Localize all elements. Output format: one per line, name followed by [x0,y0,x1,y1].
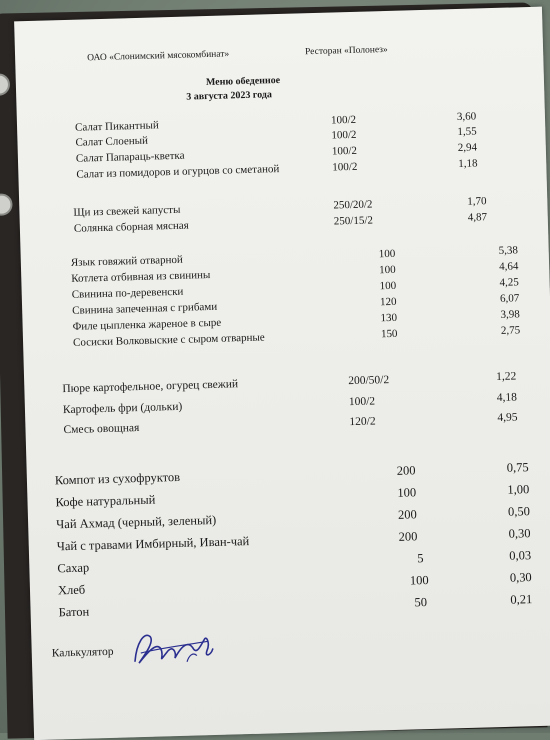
menu-item-name: Свинина запеченная с грибами [72,300,218,317]
menu-item-weight: 200 [398,529,418,544]
menu-item-name: Хлеб [57,582,86,598]
folder-ring [0,193,13,215]
menu-item-weight: 250/15/2 [333,214,374,228]
menu-item-price: 1,00 [507,482,530,497]
menu-item-name: Свинина по-деревенски [71,285,184,301]
menu-item-weight: 100 [378,247,396,261]
menu-item-weight: 100 [409,573,429,588]
menu-item-weight: 100 [379,279,397,293]
calculator-label: Калькулятор [51,645,114,660]
menu-item-weight: 100/2 [331,144,358,158]
menu-item-price: 1,22 [496,370,517,384]
menu-item-name: Картофель фри (дольки) [62,400,183,417]
menu-item-price: 0,21 [510,592,533,607]
menu-item-weight: 5 [417,551,424,566]
menu-sheet [14,7,550,740]
menu-item-weight: 100 [397,485,417,500]
menu-item-name: Сахар [57,560,90,576]
menu-item-price: 4,87 [467,211,488,224]
menu-item-price: 4,64 [498,260,519,273]
menu-item-weight: 200 [397,507,417,522]
menu-item-name: Салат Слоеный [75,134,149,149]
menu-item-weight: 200/50/2 [348,374,390,388]
company-name: ОАО «Слонимский мясокомбинат» [87,49,230,64]
menu-item-name: Кофе натуральный [55,492,156,510]
menu-item-name: Компот из сухофруктов [54,469,181,488]
menu-item-price: 4,18 [496,391,518,405]
menu-item-price: 1,18 [458,157,478,171]
menu-item-weight: 100/2 [348,395,376,409]
menu-item-price: 1,55 [457,125,477,139]
menu-item-price: 1,70 [467,195,487,208]
menu-item-weight: 100/2 [332,160,358,174]
menu-item-name: Язык говяжий отварной [70,253,184,269]
menu-item-price: 0,30 [509,570,532,585]
menu-item-weight: 150 [380,327,398,341]
menu-item-name: Филе цыпленка жареное в сыре [72,316,222,333]
menu-item-weight: 100/2 [330,113,357,127]
menu-item-price: 4,25 [499,276,520,289]
menu-item-price: 0,75 [506,460,529,475]
folder-ring [0,73,10,95]
menu-item-price: 3,98 [500,308,520,321]
menu-item-weight: 120/2 [349,415,376,429]
menu-item-name: Чай Ахмад (черный, зеленый) [55,512,217,532]
menu-item-name: Сосиски Волковыские с сыром отварные [72,331,265,349]
menu-item-price: 2,75 [500,324,521,337]
menu-item-weight: 250/20/2 [333,198,373,212]
menu-item-name: Салат из помидоров и огурцов со сметаной [76,163,280,181]
menu-item-name: Смесь овощная [63,422,140,437]
menu-item-name: Чай с травами Имбирный, Иван-чай [56,534,250,554]
menu-item-weight: 130 [380,311,398,325]
menu-title: Меню обеденное [205,74,281,89]
menu-item-weight: 120 [379,295,397,309]
menu-item-weight: 200 [396,463,416,478]
menu-item-price: 5,38 [498,244,519,257]
menu-item-price: 0,30 [508,526,531,541]
menu-item-name: Солянка сборная мясная [73,219,189,235]
calculator-signature [126,621,217,671]
menu-item-price: 2,94 [457,141,478,155]
menu-item-price: 6,07 [499,292,520,305]
menu-item-price: 4,95 [497,411,518,425]
menu-item-weight: 100 [379,263,396,277]
menu-item-price: 3,60 [456,110,477,124]
menu-item-name: Салат Папараць-кветка [75,149,185,165]
menu-item-name: Батон [58,604,90,620]
menu-item-name: Котлета отбивная из свинины [71,268,211,285]
menu-item-price: 0,50 [507,504,531,519]
menu-item-price: 0,03 [509,548,532,563]
menu-item-weight: 50 [414,595,428,610]
menu-date: 3 августа 2023 года [186,89,273,103]
restaurant-name: Ресторан «Полонез» [304,44,388,58]
menu-item-name: Пюре картофельное, огурец свежий [62,378,239,396]
menu-item-weight: 100/2 [331,128,357,142]
menu-item-name: Салат Пикантный [74,119,159,134]
menu-item-name: Щи из свежей капусты [73,203,181,219]
